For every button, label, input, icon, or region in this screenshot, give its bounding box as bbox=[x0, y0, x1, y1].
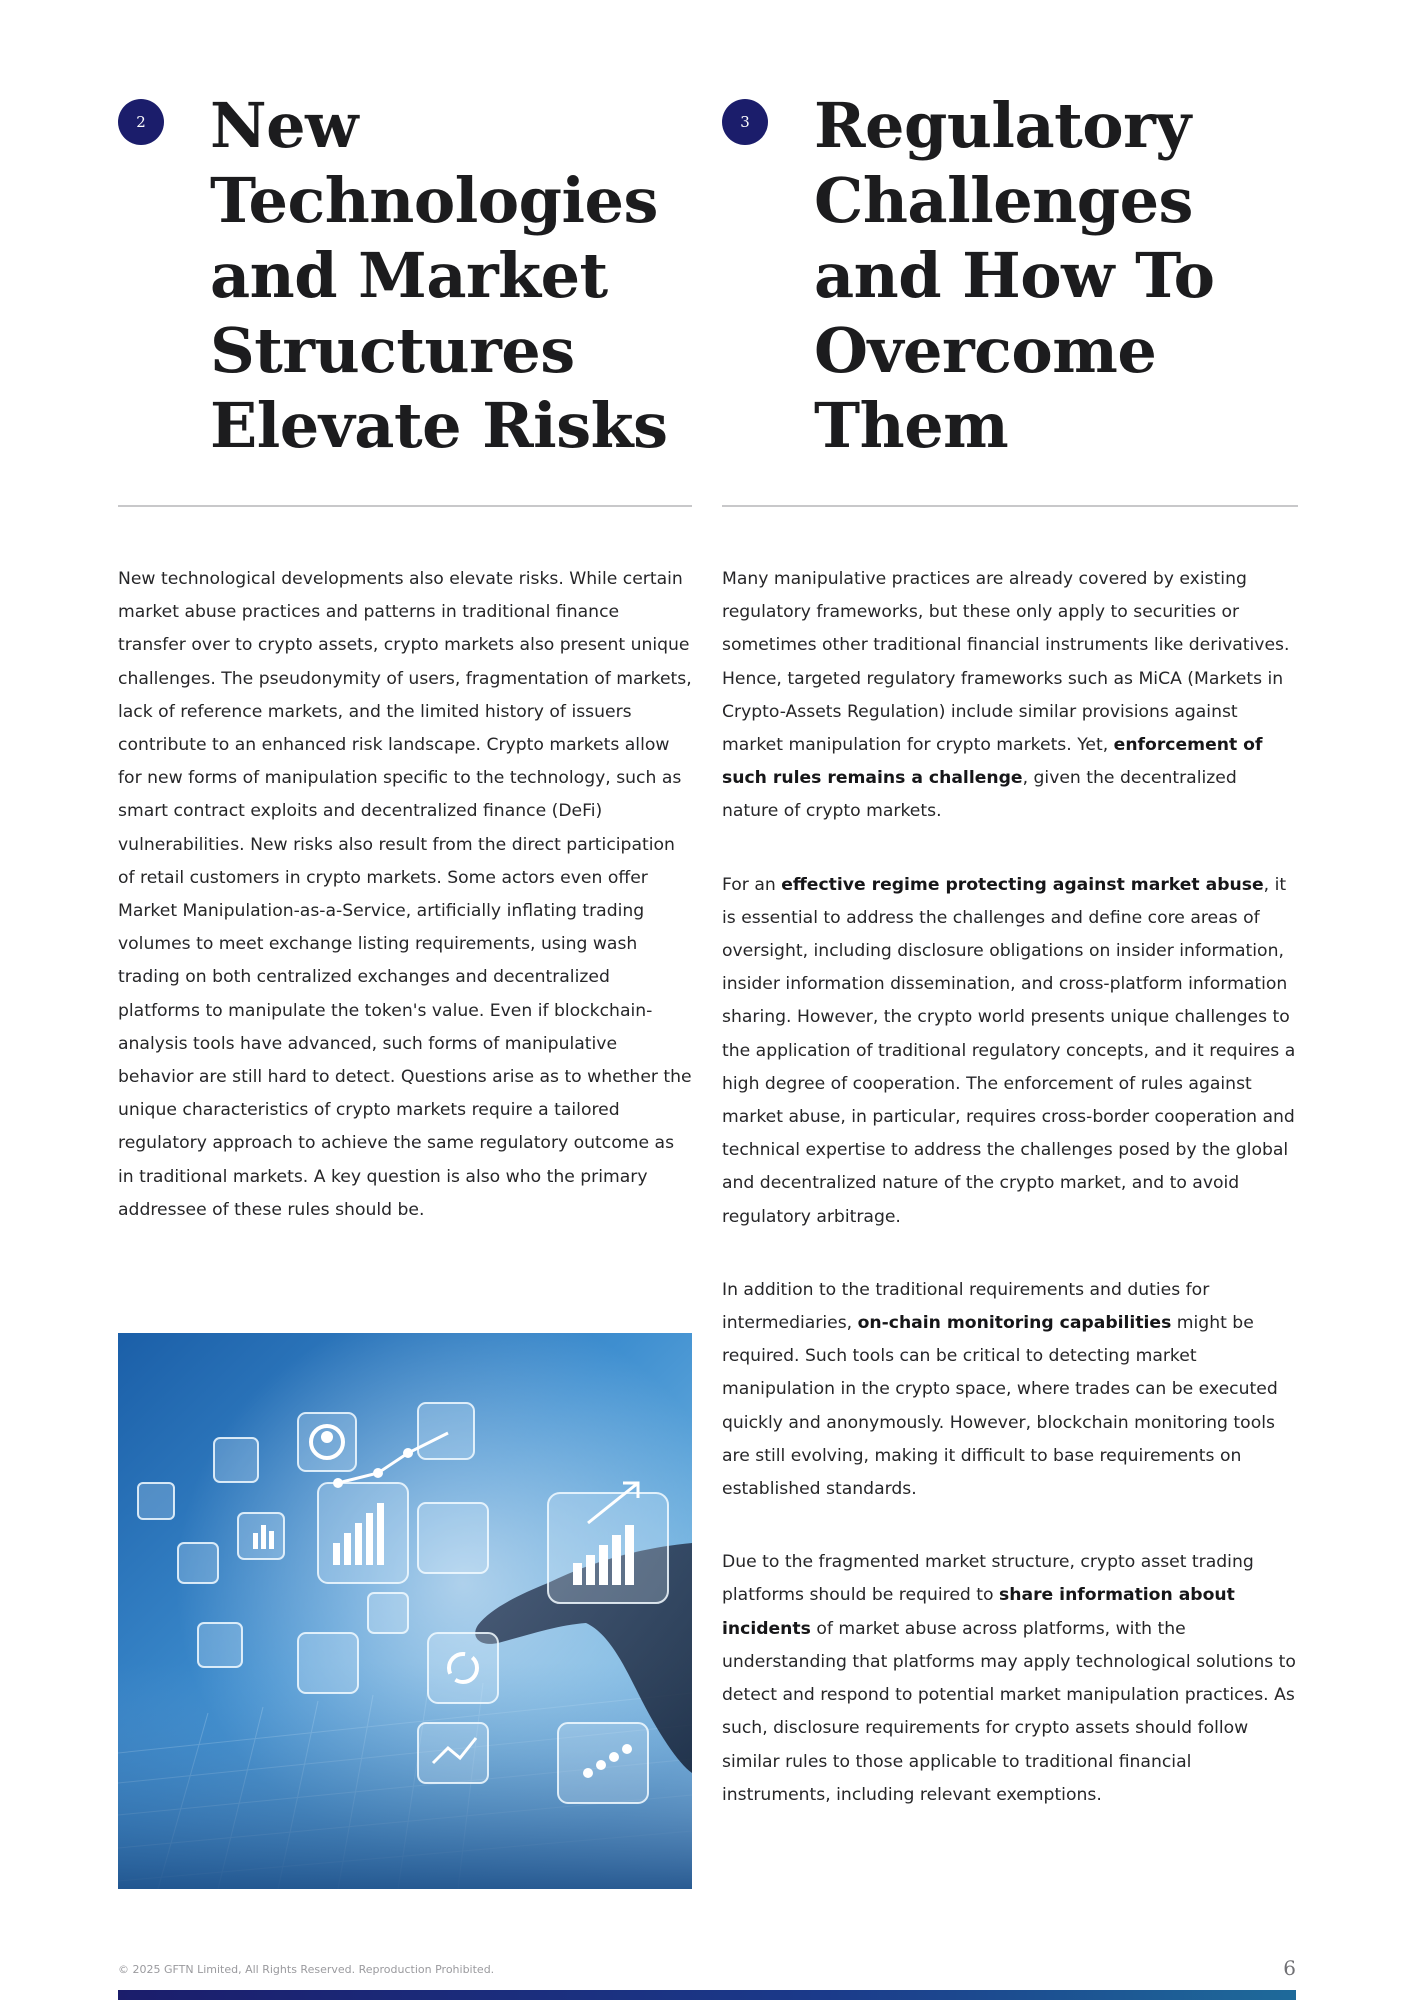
section-number-badge: 3 bbox=[722, 99, 768, 145]
divider bbox=[118, 505, 692, 507]
body-paragraph: Due to the fragmented market structure, crypto asset trading platforms should be required to share information about incidents of market abuse across platforms, with the understanding that platforms may apply technological solutions to detect and respond to potential market manipulation practices. As such, disclosure requirements for crypto assets should follow similar rules to those applicable to traditional financial instruments, including relevant exemptions. bbox=[722, 1552, 1296, 1805]
emphasis: share information about incidents bbox=[722, 1585, 1235, 1639]
body-paragraphs bbox=[722, 563, 1298, 1852]
body-paragraph: New technological developments also elevate risks. While certain market abuse practices and patterns in traditional finance transfer over to crypto assets, crypto markets also present unique challenges. The pseudonymity of users, fragmentation of markets, lack of reference markets, and the limited history of issuers contribute to an enhanced risk landscape. Crypto markets allow for new forms of manipulation specific to the technology, such as smart contract exploits and decentralized finance (DeFi) vulnerabilities. New risks also result from the direct participation of retail customers in crypto markets. Some actors even offer Market Manipulation-as-a-Service, artificially inflating trading volumes to meet exchange listing requirements, using wash trading on both centralized exchanges and decentralized platforms to manipulate the token's value. Even if blockchain-analysis tools have advanced, such forms of manipulative behavior are still hard to detect. Questions arise as to whether the unique characteristics of crypto markets require a tailored regulatory approach to achieve the same regulatory outcome as in traditional markets. A key question is also who the primary addressee of these rules should be. bbox=[118, 569, 692, 1220]
fintech-hand-hologram-image bbox=[118, 1333, 692, 1889]
body-paragraph: In addition to the traditional requirements and duties for intermediaries, on-chain monitoring capabilities might be required. Such tools can be critical to detecting market manipulation in the crypto space, where trades can be executed quickly and anonymously. However, blockchain monitoring tools are still evolving, making it difficult to base requirements on established standards. bbox=[722, 1279, 1278, 1500]
footer-copyright: © 2025 GFTN Limited, All Rights Reserved. Reproduction Prohibited. bbox=[118, 1963, 495, 1976]
emphasis: effective regime protecting against market abuse bbox=[781, 874, 1264, 895]
body-paragraph: For an effective regime protecting against market abuse, it is essential to address the challenges and define core areas of oversight, including disclosure obligations on insider information, insider information dissemination, and cross-platform information sharing. However, the crypto world presents unique challenges to the application of traditional regulatory concepts, and it requires a high degree of cooperation. The enforcement of rules against market abuse, in particular, requires cross-border cooperation and technical expertise to address the challenges posed by the global and decentralized nature of the crypto market, and to avoid regulatory arbitrage. bbox=[722, 874, 1296, 1227]
body-paragraph: Many manipulative practices are already covered by existing regulatory frameworks, but these only apply to securities or sometimes other traditional financial instruments like derivatives. Hence, targeted regulatory frameworks such as MiCA (Markets in Crypto-Assets Regulation) include similar provisions against market manipulation for crypto markets. Yet, enforcement of such rules remains a challenge, given the decentralized nature of crypto markets. bbox=[722, 569, 1290, 822]
footer-bar bbox=[118, 1990, 1296, 2000]
emphasis: enforcement of such rules remains a challenge bbox=[722, 735, 1263, 789]
emphasis: on-chain monitoring capabilities bbox=[857, 1313, 1172, 1334]
divider bbox=[722, 505, 1298, 507]
page-number: 6 bbox=[1283, 1956, 1296, 1980]
section-title: Regulatory Challenges and How To Overcome Them bbox=[814, 89, 1215, 462]
section-title: New Technologies and Market Structures Elevate Risks bbox=[210, 89, 668, 462]
section-number-badge: 2 bbox=[118, 99, 164, 145]
